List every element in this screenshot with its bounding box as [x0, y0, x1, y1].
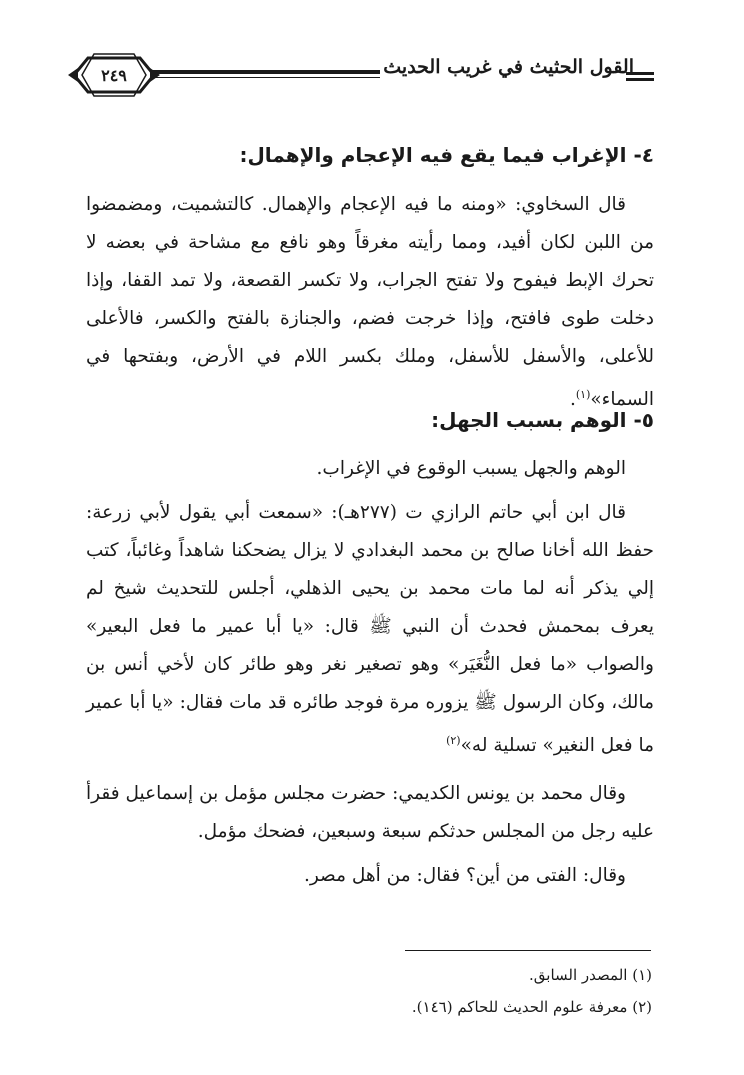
section-5-paragraph-2 [86, 775, 654, 851]
section-5-body [86, 450, 654, 895]
page-number-badge [68, 50, 160, 100]
header-rule [150, 70, 380, 78]
footnote-separator [405, 950, 651, 951]
section-4-heading: ٤- الإغراب فيما يقع فيه الإعجام والإهمال: [239, 143, 654, 167]
running-header-title: القول الحثيث في غريب الحديث [383, 56, 634, 78]
page-number: ٢٤٩ [101, 65, 127, 85]
section-5-paragraph-3-text: وقال: الفتى من أين؟ فقال: من أهل مصر. [303, 865, 626, 887]
section-5-paragraph-2-text: وقال محمد بن يونس الكديمي: حضرت مجلس مؤمل بن إسماعيل فقرأ عليه رجل من المجلس حدثكم سبعة وسبعين، فضحك مؤمل. [86, 783, 654, 843]
section-4-body [86, 186, 654, 419]
section-5-intro [86, 450, 654, 488]
section-5-paragraph-3 [86, 857, 654, 895]
footnote-2: (٢) معرفة علوم الحديث للحاكم (١٤٦). [411, 998, 652, 1016]
footnote-ref-2: (٢) [446, 734, 461, 747]
section-5-paragraph-1-text: قال ابن أبي حاتم الرازي ت (٢٧٧هـ): «سمعت أبي يقول لأبي زرعة: حفظ الله أخانا صالح بن محمد البغدادي لا يزال يضحكنا شاهداً وغائباً، كتب إلي يذكر أنه لما مات محمد بن يحيى الذهلي، أجلس للتحديث شيخ لم يعرف بمحمش فحدث أن النبي ﷺ قال: «يا أبا عمير ما فعل البعير» والصواب «ما فعل النُّغَيَر» وهو تصغير نغر وهو طائر كان لأخي أنس بن مالك، وكان الرسول ﷺ يزوره مرة فوجد طائره قد مات فقال: «يا أبا عمير ما فعل النغير» تسلية له» [86, 502, 654, 757]
section-4-text: قال السخاوي: «ومنه ما فيه الإعجام والإهمال. كالتشميت، ومضمضوا من اللبن لكان أفيد، ومما رأيته مغرقاً وهو نافع مع مشاحة في بعضه لا تحرك الإبط فيفوح ولا تفتح الجراب، ولا تكسر القصعة، ولا تمد القفا، وإذا دخلت طوى فافتح، وإذا خرجت فضم، والجنازة بالفتح والكسر، فالأعلى للأعلى، والأسفل للأسفل، وملك بكسر اللام في الأرض، وبفتحها في السماء» [86, 194, 654, 411]
section-5-paragraph-1 [86, 494, 654, 765]
footnote-ref-1: (١) [575, 388, 591, 401]
section-5-heading: ٥- الوهم بسبب الجهل: [431, 408, 654, 432]
section-4-paragraph: قال السخاوي: «ومنه ما فيه الإعجام والإهمال. كالتشميت، ومضمضوا من اللبن لكان أفيد، ومما رأيته مغرقاً وهو نافع مع مشاحة في بعضه لا تحرك الإبط فيفوح ولا تفتح الجراب، ولا تكسر القصعة، ولا تمد القفا، وإذا دخلت طوى فافتح، وإذا خرجت فضم، والجنازة بالفتح والكسر، فالأعلى للأعلى، والأسفل للأسفل، وملك بكسر اللام في الأرض، وبفتحها في السماء»$^{(١)}$. [86, 194, 654, 411]
footnote-1: (١) المصدر السابق. [529, 966, 652, 984]
section-5-intro-text: الوهم والجهل يسبب الوقوع في الإغراب. [316, 458, 626, 479]
